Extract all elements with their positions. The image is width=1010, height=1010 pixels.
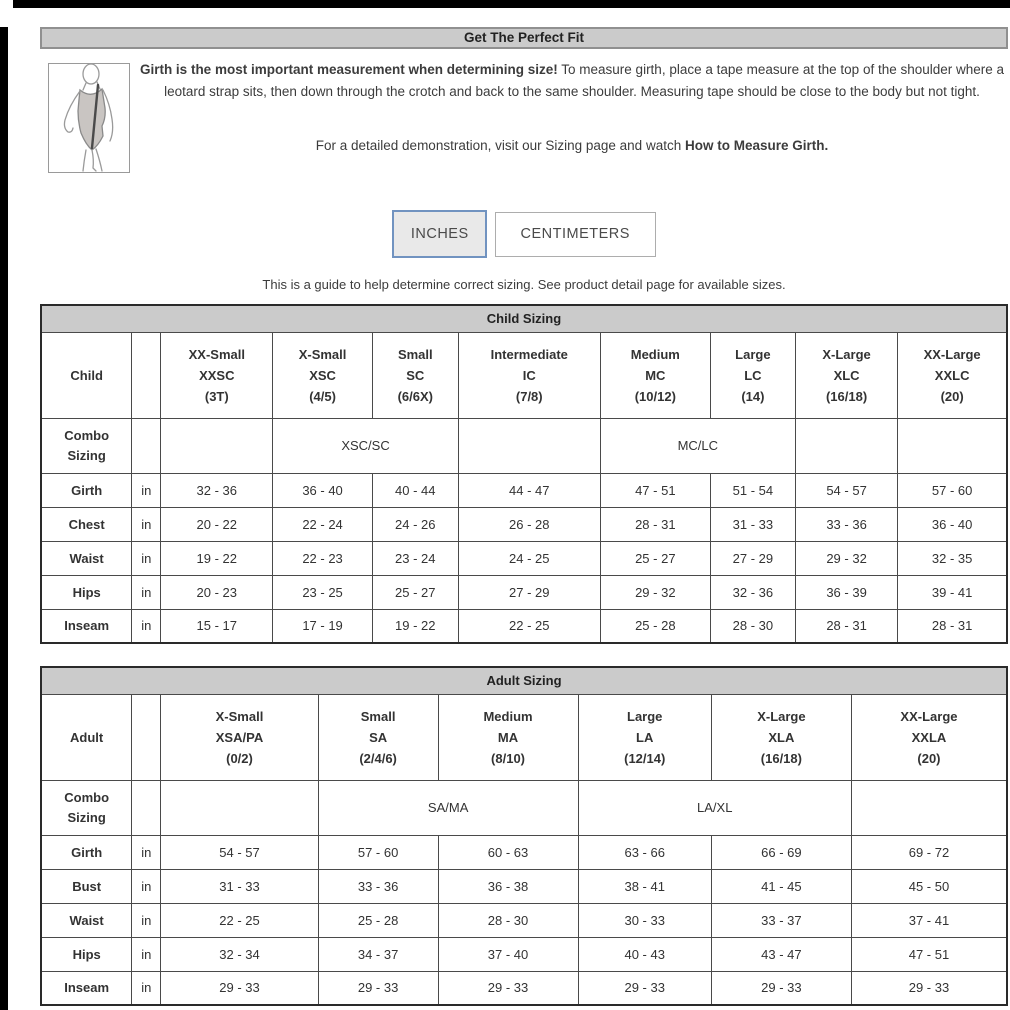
measurement-value: 37 - 41 xyxy=(851,903,1007,937)
girth-intro-paragraph xyxy=(136,59,1008,103)
measurement-value: 33 - 37 xyxy=(711,903,851,937)
combo-cell xyxy=(795,418,897,473)
measurement-value: 28 - 31 xyxy=(600,507,710,541)
measurement-value: 26 - 28 xyxy=(458,507,600,541)
measurement-value: 20 - 22 xyxy=(161,507,273,541)
measurement-label: Waist xyxy=(41,541,132,575)
measurement-label: Girth xyxy=(41,835,132,869)
measurement-value: 29 - 33 xyxy=(318,971,438,1005)
measurement-value: 29 - 33 xyxy=(851,971,1007,1005)
combo-cell: LA/XL xyxy=(578,780,851,835)
measurement-value: 29 - 32 xyxy=(795,541,897,575)
measurement-value: 28 - 30 xyxy=(438,903,578,937)
measurement-row xyxy=(41,971,1007,1005)
measurement-value: 36 - 38 xyxy=(438,869,578,903)
measurement-value: 30 - 33 xyxy=(578,903,711,937)
size-column-header: X-Small XSC (4/5) xyxy=(273,332,372,418)
combo-cell xyxy=(851,780,1007,835)
measurement-value: 34 - 37 xyxy=(318,937,438,971)
unit-header-cell xyxy=(132,694,161,780)
inches-button[interactable]: INCHES xyxy=(392,210,487,258)
measurement-value: 36 - 39 xyxy=(795,575,897,609)
leotard-girth-diagram xyxy=(48,63,130,173)
measurement-value: 60 - 63 xyxy=(438,835,578,869)
measurement-value: 29 - 33 xyxy=(161,971,318,1005)
adult-table-title: Adult Sizing xyxy=(41,667,1007,694)
measurement-value: 25 - 27 xyxy=(372,575,458,609)
measurement-row xyxy=(41,575,1007,609)
measurement-value: 32 - 36 xyxy=(710,575,795,609)
combo-cell xyxy=(161,780,318,835)
size-column-header: Large LA (12/14) xyxy=(578,694,711,780)
measurement-value: 22 - 25 xyxy=(458,609,600,643)
combo-sizing-row xyxy=(41,780,1007,835)
size-column-header: Small SC (6/6X) xyxy=(372,332,458,418)
measurement-value: 22 - 25 xyxy=(161,903,318,937)
adult-sizing-table xyxy=(40,666,1008,1006)
combo-cell xyxy=(898,418,1007,473)
measurement-value: 40 - 44 xyxy=(372,473,458,507)
combo-cell: MC/LC xyxy=(600,418,795,473)
size-header-row xyxy=(41,332,1007,418)
measurement-value: 19 - 22 xyxy=(372,609,458,643)
measurement-value: 23 - 24 xyxy=(372,541,458,575)
measurement-row xyxy=(41,869,1007,903)
measurement-value: 27 - 29 xyxy=(458,575,600,609)
size-column-header: X-Large XLC (16/18) xyxy=(795,332,897,418)
unit-cell: in xyxy=(132,507,161,541)
measurement-value: 25 - 28 xyxy=(600,609,710,643)
measurement-value: 31 - 33 xyxy=(710,507,795,541)
measurement-value: 66 - 69 xyxy=(711,835,851,869)
unit-toggle-group xyxy=(40,210,1008,258)
measurement-value: 23 - 25 xyxy=(273,575,372,609)
size-column-header: Intermediate IC (7/8) xyxy=(458,332,600,418)
measurement-value: 37 - 40 xyxy=(438,937,578,971)
combo-cell xyxy=(458,418,600,473)
unit-cell: in xyxy=(132,937,161,971)
measurement-row xyxy=(41,507,1007,541)
measurement-value: 29 - 33 xyxy=(438,971,578,1005)
unit-cell: in xyxy=(132,473,161,507)
combo-cell xyxy=(161,418,273,473)
combo-cell: XSC/SC xyxy=(273,418,458,473)
measurement-label: Hips xyxy=(41,575,132,609)
measurement-value: 32 - 36 xyxy=(161,473,273,507)
measurement-value: 24 - 25 xyxy=(458,541,600,575)
measurement-value: 40 - 43 xyxy=(578,937,711,971)
size-column-header: Medium MA (8/10) xyxy=(438,694,578,780)
combo-cell: SA/MA xyxy=(318,780,578,835)
measurement-label: Bust xyxy=(41,869,132,903)
intro-section xyxy=(136,59,1008,156)
measurement-value: 19 - 22 xyxy=(161,541,273,575)
measurement-value: 54 - 57 xyxy=(795,473,897,507)
measurement-value: 27 - 29 xyxy=(710,541,795,575)
leotard-figure-icon xyxy=(49,64,129,172)
demo-line xyxy=(136,136,1008,156)
size-column-header: Medium MC (10/12) xyxy=(600,332,710,418)
measurement-label: Waist xyxy=(41,903,132,937)
measurement-value: 45 - 50 xyxy=(851,869,1007,903)
measurement-value: 51 - 54 xyxy=(710,473,795,507)
unit-cell: in xyxy=(132,869,161,903)
size-header-row xyxy=(41,694,1007,780)
intro-bold-text: Girth is the most important measurement when determining size! xyxy=(139,62,558,77)
measurement-row xyxy=(41,541,1007,575)
unit-header-cell xyxy=(132,332,161,418)
measurement-value: 38 - 41 xyxy=(578,869,711,903)
measurement-value: 33 - 36 xyxy=(795,507,897,541)
size-column-header: X-Large XLA (16/18) xyxy=(711,694,851,780)
measurement-value: 29 - 33 xyxy=(711,971,851,1005)
unit-cell: in xyxy=(132,541,161,575)
measurement-label: Chest xyxy=(41,507,132,541)
measurement-value: 44 - 47 xyxy=(458,473,600,507)
measurement-value: 32 - 34 xyxy=(161,937,318,971)
measurement-label: Inseam xyxy=(41,609,132,643)
measurement-row xyxy=(41,937,1007,971)
measurement-label: Girth xyxy=(41,473,132,507)
measurement-value: 24 - 26 xyxy=(372,507,458,541)
measurement-value: 22 - 23 xyxy=(273,541,372,575)
combo-sizing-row xyxy=(41,418,1007,473)
unit-cell: in xyxy=(132,609,161,643)
measurement-value: 17 - 19 xyxy=(273,609,372,643)
intro-regular-text: To measure girth, place a tape measure at the top of the shoulder where a leotard strap sits, then down through the crotch and back to the same shoulder. Measuring tape should be close to the body but not tight. xyxy=(164,62,1005,99)
measurement-value: 25 - 27 xyxy=(600,541,710,575)
page-title: Get The Perfect Fit xyxy=(40,27,1008,49)
measurement-value: 54 - 57 xyxy=(161,835,318,869)
size-column-header: Small SA (2/4/6) xyxy=(318,694,438,780)
measurement-value: 41 - 45 xyxy=(711,869,851,903)
measurement-value: 57 - 60 xyxy=(898,473,1007,507)
measurement-value: 15 - 17 xyxy=(161,609,273,643)
centimeters-button[interactable]: CENTIMETERS xyxy=(495,212,656,257)
measurement-value: 47 - 51 xyxy=(600,473,710,507)
screen-edge-left-bar xyxy=(0,27,8,1010)
measurement-value: 36 - 40 xyxy=(273,473,372,507)
measurement-value: 29 - 32 xyxy=(600,575,710,609)
measurement-value: 28 - 31 xyxy=(795,609,897,643)
demo-bold-text: How to Measure Girth. xyxy=(684,138,829,153)
measurement-value: 63 - 66 xyxy=(578,835,711,869)
unit-cell: in xyxy=(132,575,161,609)
measurement-value: 39 - 41 xyxy=(898,575,1007,609)
table-row-header: Child xyxy=(41,332,132,418)
adult-sizing-table-grid xyxy=(40,666,1008,1006)
table-caption-row xyxy=(41,667,1007,694)
unit-cell: in xyxy=(132,971,161,1005)
measurement-value: 33 - 36 xyxy=(318,869,438,903)
measurement-value: 22 - 24 xyxy=(273,507,372,541)
demo-regular-text: For a detailed demonstration, visit our Sizing page and watch xyxy=(315,138,685,153)
measurement-value: 25 - 28 xyxy=(318,903,438,937)
table-caption-row xyxy=(41,305,1007,332)
size-column-header: XX-Large XXLA (20) xyxy=(851,694,1007,780)
measurement-row xyxy=(41,835,1007,869)
screen-edge-top-bar xyxy=(13,0,1010,8)
measurement-value: 32 - 35 xyxy=(898,541,1007,575)
sizing-guide-note: This is a guide to help determine correct sizing. See product detail page for available sizes. xyxy=(262,277,786,292)
measurement-value: 28 - 30 xyxy=(710,609,795,643)
unit-cell: in xyxy=(132,903,161,937)
measurement-label: Inseam xyxy=(41,971,132,1005)
combo-row-label: Combo Sizing xyxy=(41,780,132,835)
measurement-value: 43 - 47 xyxy=(711,937,851,971)
measurement-value: 47 - 51 xyxy=(851,937,1007,971)
size-column-header: X-Small XSA/PA (0/2) xyxy=(161,694,318,780)
measurement-value: 36 - 40 xyxy=(898,507,1007,541)
measurement-value: 20 - 23 xyxy=(161,575,273,609)
combo-row-label: Combo Sizing xyxy=(41,418,132,473)
child-sizing-table xyxy=(40,304,1008,644)
unit-cell: in xyxy=(132,835,161,869)
measurement-value: 57 - 60 xyxy=(318,835,438,869)
child-table-title: Child Sizing xyxy=(41,305,1007,332)
measurement-label: Hips xyxy=(41,937,132,971)
measurement-row xyxy=(41,473,1007,507)
combo-unit-cell xyxy=(132,780,161,835)
measurement-value: 31 - 33 xyxy=(161,869,318,903)
child-sizing-table-grid xyxy=(40,304,1008,644)
measurement-row xyxy=(41,609,1007,643)
measurement-value: 28 - 31 xyxy=(898,609,1007,643)
size-column-header: Large LC (14) xyxy=(710,332,795,418)
table-row-header: Adult xyxy=(41,694,132,780)
measurement-value: 29 - 33 xyxy=(578,971,711,1005)
measurement-value: 69 - 72 xyxy=(851,835,1007,869)
measurement-row xyxy=(41,903,1007,937)
combo-unit-cell xyxy=(132,418,161,473)
size-column-header: XX-Small XXSC (3T) xyxy=(161,332,273,418)
size-column-header: XX-Large XXLC (20) xyxy=(898,332,1007,418)
